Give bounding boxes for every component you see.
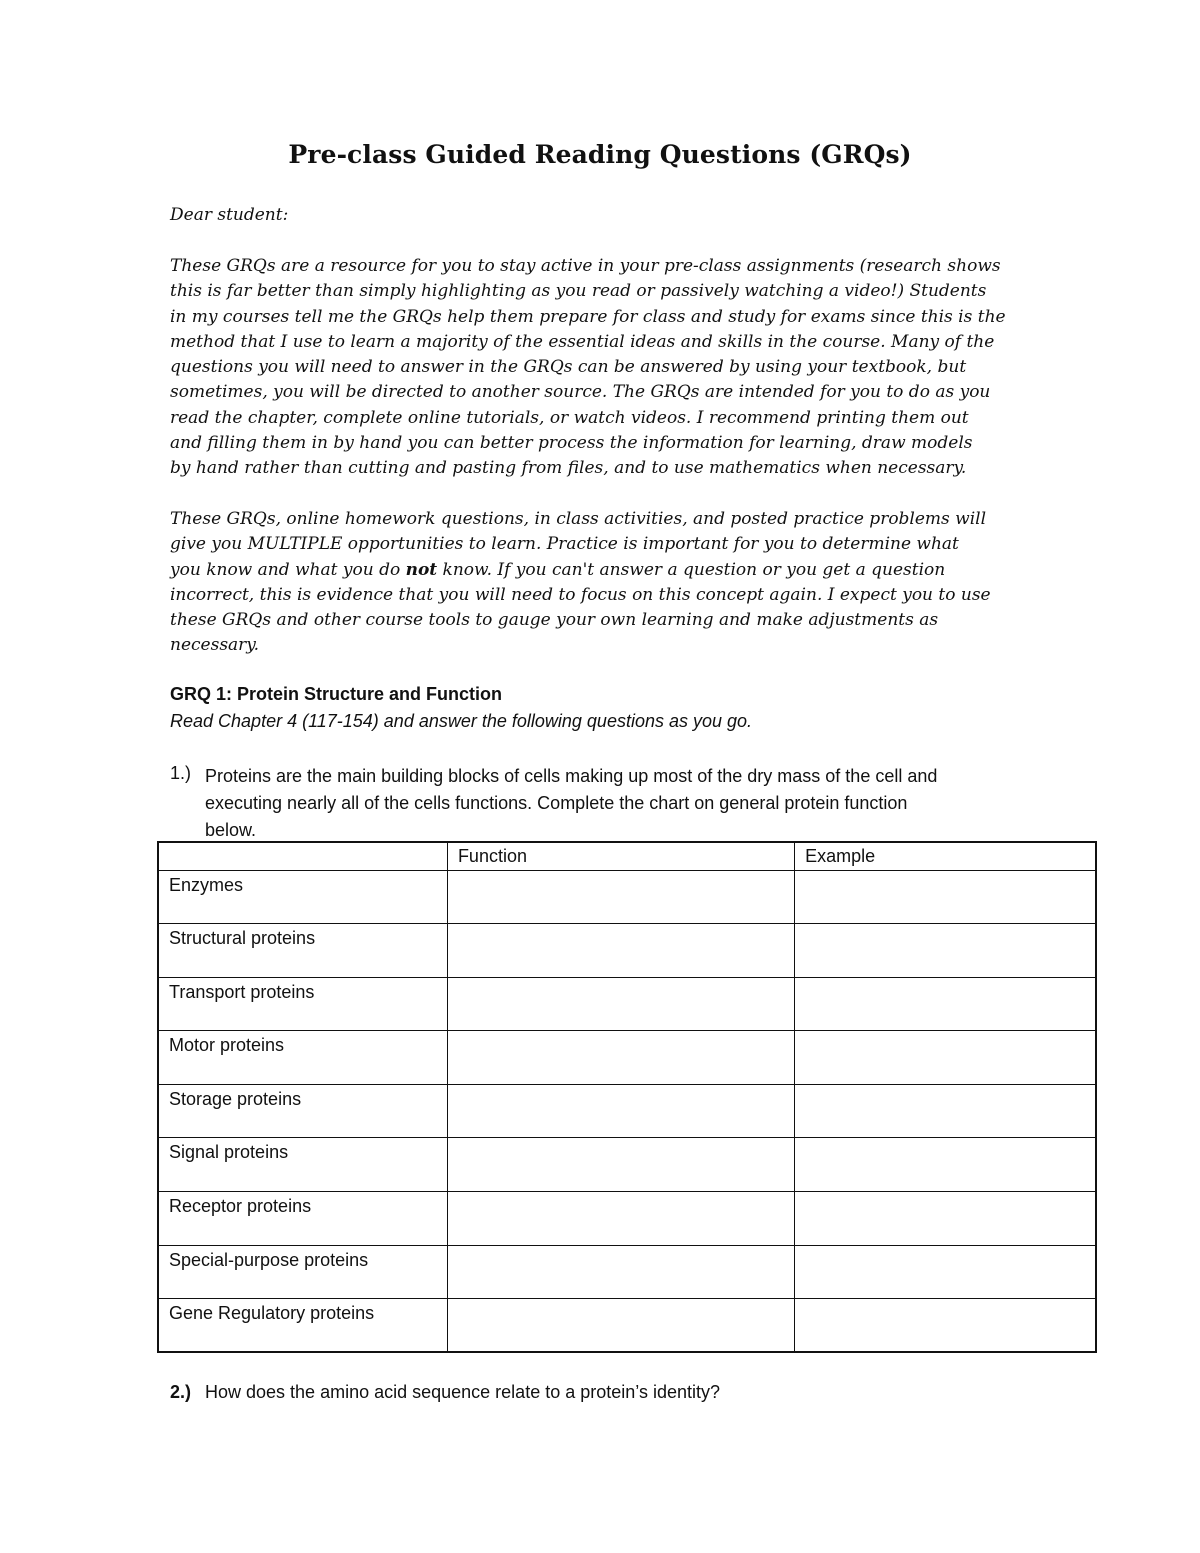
question-line: below. xyxy=(205,820,257,840)
question-number: 2.) xyxy=(170,1382,192,1402)
practice-line: These GRQs, online homework questions, in class activities, and posted practice problems will xyxy=(170,509,987,529)
question-number: 1.) xyxy=(170,763,192,783)
practice-line: give you MULTIPLE opportunities to learn. Practice is important for you to determine what xyxy=(170,534,959,555)
protein-type-label: Gene Regulatory proteins xyxy=(158,1299,447,1353)
example-answer-cell[interactable] xyxy=(795,1031,1096,1085)
practice-line: these GRQs and other course tools to gauge your own learning and make adjustments as xyxy=(170,610,939,631)
example-answer-cell[interactable] xyxy=(795,1138,1096,1192)
question-text: How does the amino acid sequence relate to a protein’s identity? xyxy=(205,1382,720,1402)
emphasis-not: not xyxy=(405,559,438,580)
function-answer-cell[interactable] xyxy=(447,1138,794,1192)
function-answer-cell[interactable] xyxy=(447,1245,794,1299)
function-answer-cell[interactable] xyxy=(447,977,794,1031)
intro-line: by hand rather than cutting and pasting from files, and to use mathematics when necessary. xyxy=(170,458,967,479)
protein-type-label: Transport proteins xyxy=(158,977,447,1031)
table-row xyxy=(158,870,1096,924)
question-line: Proteins are the main building blocks of cells making up most of the dry mass of the cell and xyxy=(205,766,938,786)
table-row xyxy=(158,1245,1096,1299)
example-answer-cell[interactable] xyxy=(795,1245,1096,1299)
intro-paragraph xyxy=(170,254,1030,482)
example-answer-cell[interactable] xyxy=(795,1192,1096,1246)
practice-line xyxy=(170,558,1030,583)
protein-function-table xyxy=(157,841,1097,1353)
table-row xyxy=(158,1192,1096,1246)
table-row xyxy=(158,1031,1096,1085)
function-answer-cell[interactable] xyxy=(447,1192,794,1246)
table-header-cell xyxy=(158,842,447,870)
protein-type-label: Structural proteins xyxy=(158,924,447,978)
table-header-function: Function xyxy=(447,842,794,870)
question-text xyxy=(205,763,1025,844)
example-answer-cell[interactable] xyxy=(795,1084,1096,1138)
grq-instructions: Read Chapter 4 (117-154) and answer the following questions as you go. xyxy=(170,711,753,731)
function-answer-cell[interactable] xyxy=(447,924,794,978)
protein-type-label: Receptor proteins xyxy=(158,1192,447,1246)
example-answer-cell[interactable] xyxy=(795,977,1096,1031)
practice-text: know. If you can't answer a question or you get a question xyxy=(437,559,946,580)
example-answer-cell[interactable] xyxy=(795,870,1096,924)
intro-line: questions you will need to answer in the GRQs can be answered by using your textbook, but xyxy=(170,357,967,378)
table-row xyxy=(158,977,1096,1031)
table-row xyxy=(158,1138,1096,1192)
table-header-example: Example xyxy=(795,842,1096,870)
table-row xyxy=(158,1299,1096,1353)
intro-line: in my courses tell me the GRQs help them prepare for class and study for exams since this is the xyxy=(170,306,1006,327)
grq-heading: GRQ 1: Protein Structure and Function xyxy=(170,684,503,704)
protein-type-label: Storage proteins xyxy=(158,1084,447,1138)
function-answer-cell[interactable] xyxy=(447,1031,794,1085)
table-row xyxy=(158,924,1096,978)
intro-line: method that I use to learn a majority of the essential ideas and skills in the course. Many of the xyxy=(170,331,995,352)
question-line: executing nearly all of the cells functions. Complete the chart on general protein function xyxy=(205,793,908,813)
intro-line: sometimes, you will be directed to another source. The GRQs are intended for you to do as you xyxy=(170,382,991,403)
practice-line: necessary. xyxy=(170,635,260,656)
protein-type-label: Motor proteins xyxy=(158,1031,447,1085)
practice-text: you know and what you do xyxy=(170,559,406,580)
intro-line: and filling them in by hand you can better process the information for learning, draw models xyxy=(170,433,973,454)
intro-line: this is far better than simply highlighting as you read or passively watching a video!) Students xyxy=(170,281,987,302)
function-answer-cell[interactable] xyxy=(447,1299,794,1353)
salutation: Dear student: xyxy=(170,205,289,225)
protein-type-label: Special-purpose proteins xyxy=(158,1245,447,1299)
example-answer-cell[interactable] xyxy=(795,1299,1096,1353)
intro-line: read the chapter, complete online tutorials, or watch videos. I recommend printing them out xyxy=(170,407,969,428)
protein-type-label: Signal proteins xyxy=(158,1138,447,1192)
practice-line: incorrect, this is evidence that you will need to focus on this concept again. I expect you to use xyxy=(170,584,991,605)
example-answer-cell[interactable] xyxy=(795,924,1096,978)
function-answer-cell[interactable] xyxy=(447,870,794,924)
practice-paragraph xyxy=(170,507,1030,659)
function-answer-cell[interactable] xyxy=(447,1084,794,1138)
table-row xyxy=(158,1084,1096,1138)
table-header-row xyxy=(158,842,1096,870)
page-title: Pre-class Guided Reading Questions (GRQs) xyxy=(288,140,912,169)
intro-line: These GRQs are a resource for you to stay active in your pre-class assignments (research shows xyxy=(170,256,1001,276)
protein-type-label: Enzymes xyxy=(158,870,447,924)
